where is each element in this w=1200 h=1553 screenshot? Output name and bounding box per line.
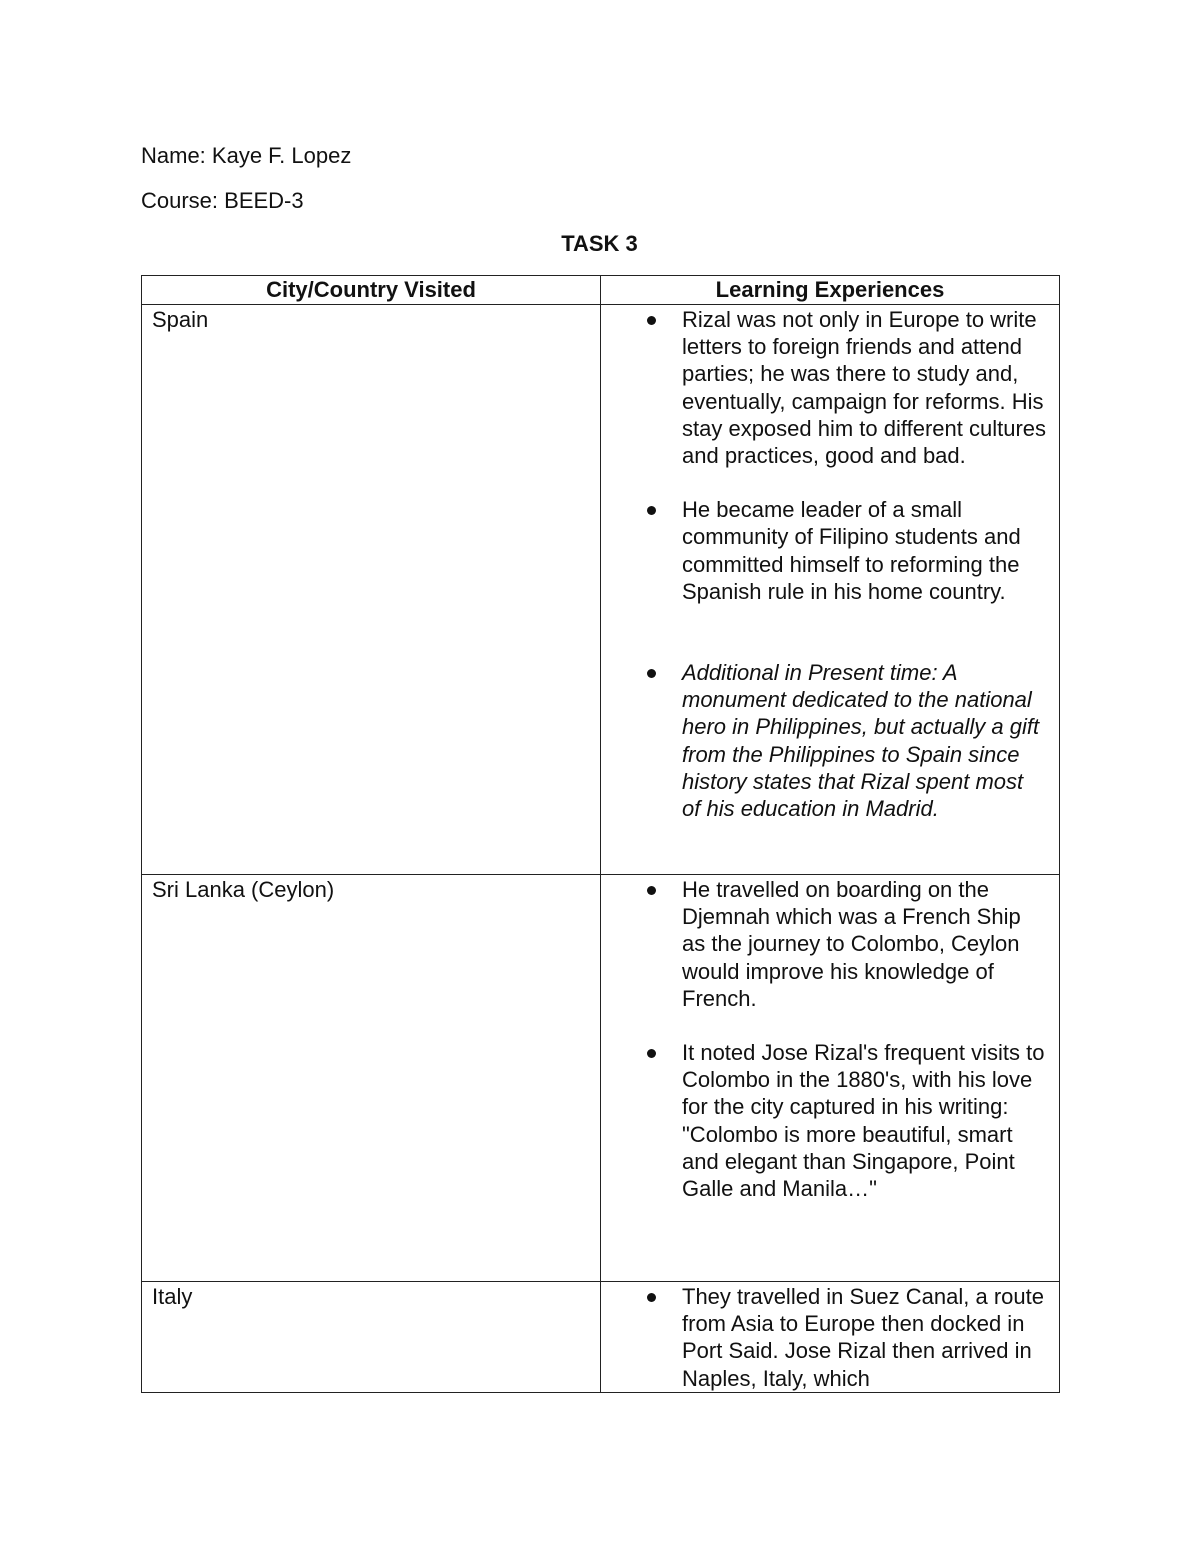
list-item xyxy=(601,1039,1047,1202)
city-cell xyxy=(142,875,601,1282)
bullet-icon xyxy=(647,1293,656,1302)
experiences-cell xyxy=(601,875,1060,1282)
bullet-icon xyxy=(647,316,656,325)
table-row xyxy=(142,1282,1060,1393)
list-item xyxy=(601,1283,1047,1392)
experience-list xyxy=(601,306,1047,822)
experience-text: He travelled on boarding on the Djemnah which was a French Ship as the journey to Colombo, Ceylon would improve his knowledge of French. xyxy=(682,877,1021,1011)
city-name: Spain xyxy=(152,307,209,332)
student-name: Name: Kaye F. Lopez xyxy=(141,143,352,168)
list-item xyxy=(601,496,1047,605)
experience-text: He became leader of a small community of Filipino students and committed himself to reforming the Spanish rule in his home country. xyxy=(682,497,1021,604)
table-header-row xyxy=(142,276,1060,305)
bullet-icon xyxy=(647,669,656,678)
column-header-city: City/Country Visited xyxy=(142,276,601,305)
experiences-cell xyxy=(601,1282,1060,1393)
bullet-icon xyxy=(647,1049,656,1058)
experience-list xyxy=(601,876,1047,1202)
list-item xyxy=(601,306,1047,469)
table-row xyxy=(142,875,1060,1282)
experiences-cell xyxy=(601,305,1060,875)
experience-text: Rizal was not only in Europe to write letters to foreign friends and attend parties; he was there to study and, eventually, campaign for reforms. His stay exposed him to different cultures and practices, good and bad. xyxy=(682,307,1047,469)
experience-text: Additional in Present time: A monument dedicated to the national hero in Philippines, but actually a gift from the Philippines to Spain since history states that Rizal spent most of his education in Madrid. xyxy=(682,660,1040,822)
city-cell xyxy=(142,1282,601,1393)
student-course: Course: BEED-3 xyxy=(141,188,304,213)
table-row xyxy=(142,305,1060,875)
experience-list xyxy=(601,1283,1047,1392)
bullet-icon xyxy=(647,506,656,515)
experience-text: It noted Jose Rizal's frequent visits to Colombo in the 1880's, with his love for the city captured in his writing: "Colombo is more beautiful, smart and elegant than Singapore, Point Galle and Manila…" xyxy=(682,1040,1045,1202)
list-item xyxy=(601,876,1047,1012)
task-title: TASK 3 xyxy=(561,231,638,256)
city-cell xyxy=(142,305,601,875)
bullet-icon xyxy=(647,886,656,895)
experience-text: They travelled in Suez Canal, a route from Asia to Europe then docked in Port Said. Jose Rizal then arrived in Naples, Italy, which xyxy=(682,1284,1044,1391)
travel-table xyxy=(141,275,1060,1393)
column-header-experiences: Learning Experiences xyxy=(601,276,1060,305)
city-name: Sri Lanka (Ceylon) xyxy=(152,877,335,902)
city-name: Italy xyxy=(152,1284,193,1309)
list-item xyxy=(601,659,1047,822)
